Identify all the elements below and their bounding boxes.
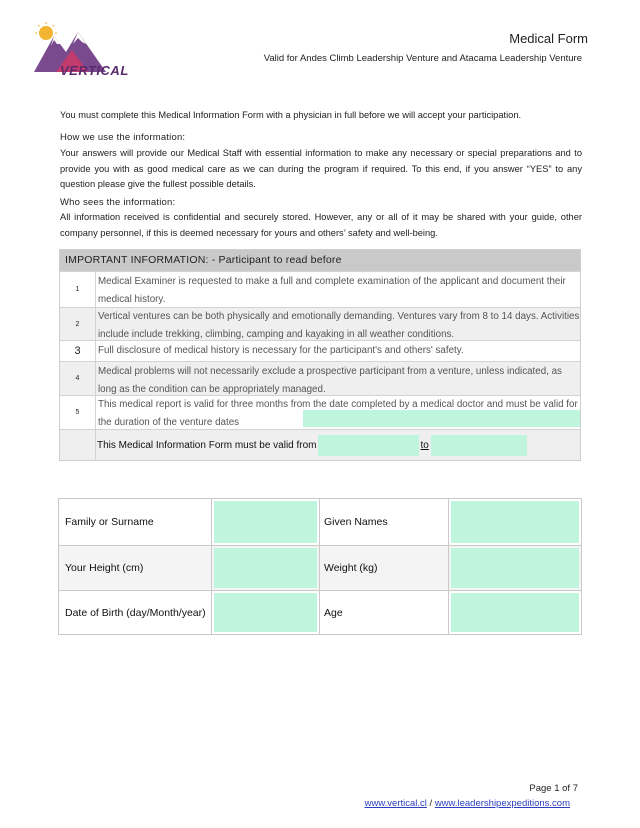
logo-text: VERTICAL (60, 63, 129, 78)
how-heading: How we use the information: (60, 132, 186, 143)
form-row (59, 545, 581, 590)
vertical-link[interactable]: www.vertical.cl (364, 798, 427, 809)
info-row-text: Medical problems will not necessarily exclude a prospective participant from a venture, unless indicated, as long as the condition can be appropriately managed. (98, 366, 562, 395)
info-row (60, 395, 580, 429)
logo-sun (39, 26, 53, 40)
info-row-number: 2 (60, 308, 96, 340)
info-row (60, 340, 580, 361)
info-row-text (96, 396, 580, 429)
validity-text (96, 430, 580, 460)
footer-separator: / (426, 798, 435, 809)
info-row-text-value: This medical report is valid for three months from the date completed by a medical doctor and must be valid for the duration of the venture dates (98, 399, 578, 428)
info-row-number: 1 (60, 272, 96, 307)
venture-dates-input[interactable] (303, 410, 580, 427)
weight-input[interactable] (451, 548, 579, 588)
form-row (59, 499, 581, 545)
how-text: Your answers will provide our Medical Staff with essential information to make any necessary or special preparations and to provide you with as good medical care as we can during the program if required. To this end, if you answer “YES” to any question please give the fullest possible details. (60, 148, 582, 189)
date-of-birth-input[interactable] (214, 593, 317, 632)
page-subtitle: Valid for Andes Climb Leadership Venture and Atacama Leadership Venture (263, 53, 582, 64)
info-row (60, 271, 580, 307)
info-row-text: Medical Examiner is requested to make a full and complete examination of the applicant and document their medical history. (98, 276, 566, 305)
info-row-number: 4 (60, 362, 96, 395)
given-names-input[interactable] (451, 501, 579, 543)
family-name-label: Family or Surname (59, 499, 212, 545)
page-title: Medical Form (509, 31, 588, 46)
valid-from-label: This Medical Information Form must be valid from (97, 439, 317, 451)
page-number: Page 1 of 7 (529, 783, 578, 794)
info-row-text: Full disclosure of medical history is necessary for the participant's and others' safety. (98, 345, 464, 356)
info-row (60, 361, 580, 395)
given-names-label: Given Names (320, 499, 449, 545)
important-info-heading: IMPORTANT INFORMATION: - Participant to read before (60, 250, 580, 271)
who-text: All information received is confidential and securely stored. However, any or all of it may be shared with your guide, other company personnel, if this is deemed necessary for yours and others’ safety and well-being. (60, 212, 582, 238)
info-row (60, 307, 580, 340)
valid-to-input[interactable] (431, 435, 527, 456)
validity-row (60, 429, 580, 460)
age-input[interactable] (451, 593, 579, 632)
date-of-birth-label: Date of Birth (day/Month/year) (59, 591, 212, 634)
info-row-text: Vertical ventures can be both physically and emotionally demanding. Ventures vary from 8 to 14 days. Activities include include trekking, climbing, camping and kayaking in all weather conditions. (98, 311, 580, 340)
form-row (59, 590, 581, 634)
personal-details-table (58, 498, 582, 635)
height-label: Your Height (cm) (59, 546, 212, 590)
info-row-number: 3 (60, 341, 96, 361)
weight-label: Weight (kg) (320, 546, 449, 590)
valid-from-input[interactable] (318, 435, 419, 456)
info-row-number: 5 (60, 396, 96, 429)
family-name-input[interactable] (214, 501, 317, 543)
footer-links (365, 798, 570, 809)
height-input[interactable] (214, 548, 317, 588)
important-info-table (59, 249, 581, 461)
valid-to-label: to (420, 439, 429, 451)
leadership-expeditions-link[interactable]: www.leadershipexpeditions.com (434, 798, 570, 809)
age-label: Age (320, 591, 449, 634)
intro-text: You must complete this Medical Information Form with a physician in full before we will accept your participation. (60, 110, 522, 120)
who-heading: Who sees the information: (60, 197, 176, 208)
